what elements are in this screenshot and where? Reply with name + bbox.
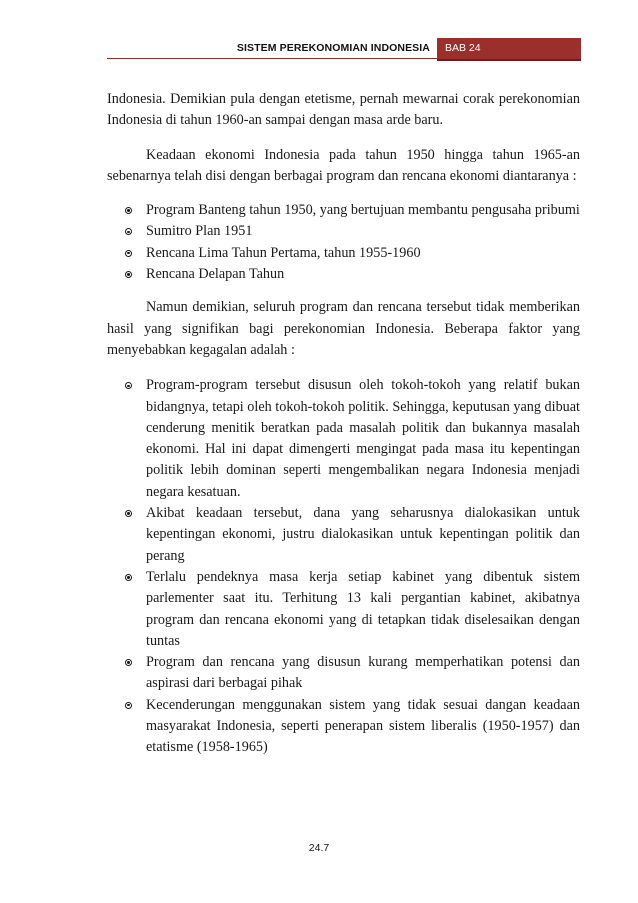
list-item: [107, 567, 580, 652]
bullet-icon: [125, 702, 132, 709]
list-item-text: Sumitro Plan 1951: [146, 223, 253, 240]
list-item: [107, 695, 580, 759]
program-list: [107, 200, 580, 285]
list-item: [107, 503, 580, 567]
page-number: 24.7: [308, 842, 330, 854]
page-header: [0, 38, 638, 62]
bullet-icon: [125, 382, 132, 389]
list-item: [107, 652, 580, 695]
list-item-text: Program dan rencana yang disusun kurang memperhatikan potensi dan aspirasi dari berbagai pihak: [146, 654, 580, 692]
list-item-text: Kecenderungan menggunakan sistem yang tidak sesuai dangan keadaan masyarakat Indonesia, seperti penerapan sistem liberalis (1950-1957) dan etatisme (1958-1965): [146, 696, 580, 756]
bullet-icon: [125, 659, 132, 666]
header-rule: [107, 58, 437, 59]
bullet-icon: [125, 574, 132, 581]
list-item: [107, 243, 580, 264]
paragraph-1: Indonesia. Demikian pula dengan etetisme, pernah mewarnai corak perekonomian Indonesia di tahun 1960-an sampai dengan masa arde baru.: [107, 91, 580, 129]
bullet-icon: [125, 228, 132, 235]
page-content: [107, 89, 580, 759]
failure-factors-list: [107, 375, 580, 758]
list-item: [107, 375, 580, 503]
list-item: [107, 200, 580, 221]
chapter-label: BAB 24: [445, 42, 481, 54]
chapter-badge: [437, 38, 581, 61]
header-title: SISTEM PEREKONOMIAN INDONESIA: [236, 42, 430, 54]
list-item: [107, 221, 580, 242]
list-item-text: Terlalu pendeknya masa kerja setiap kabinet yang dibentuk sistem parlementer saat itu. Terhitung 13 kali pergantian kabinet, akibatnya program dan rencana ekonomi yang di tetapkan tidak diselesaikan dengan tuntas: [146, 568, 580, 649]
bullet-icon: [125, 510, 132, 517]
bullet-icon: [125, 250, 132, 257]
list-item-text: Rencana Lima Tahun Pertama, tahun 1955-1960: [146, 244, 421, 261]
paragraph-3: Namun demikian, seluruh program dan rencana tersebut tidak memberikan hasil yang signifikan bagi perekonomian Indonesia. Beberapa faktor yang menyebabkan kegagalan adalah :: [107, 299, 580, 358]
list-item-text: Akibat keadaan tersebut, dana yang seharusnya dialokasikan untuk kepentingan ekonomi, justru dialokasikan untuk kepentingan politik dan perang: [146, 505, 580, 564]
list-item-text: Program-program tersebut disusun oleh tokoh-tokoh yang relatif bukan bidangnya, tetapi oleh tokoh-tokoh politik. Sehingga, keputusan yang dibuat cenderung menitik beratkan pada masalah politik dan bukannya masalah ekonomi. Hal ini dapat dimengerti mengingat pada masa itu kepentingan politik lebih dominan seperti mengembalikan negara Indonesia menjadi negara kesatuan.: [146, 377, 580, 500]
list-item: [107, 264, 580, 285]
list-item-text: Program Banteng tahun 1950, yang bertujuan membantu pengusaha pribumi: [146, 202, 580, 219]
list-item-text: Rencana Delapan Tahun: [146, 266, 285, 283]
bullet-icon: [125, 271, 132, 278]
paragraph-2: Keadaan ekonomi Indonesia pada tahun 1950 hingga tahun 1965-an sebenarnya telah disi dengan berbagai program dan rencana ekonomi diantaranya :: [107, 146, 580, 184]
bullet-icon: [125, 207, 132, 214]
